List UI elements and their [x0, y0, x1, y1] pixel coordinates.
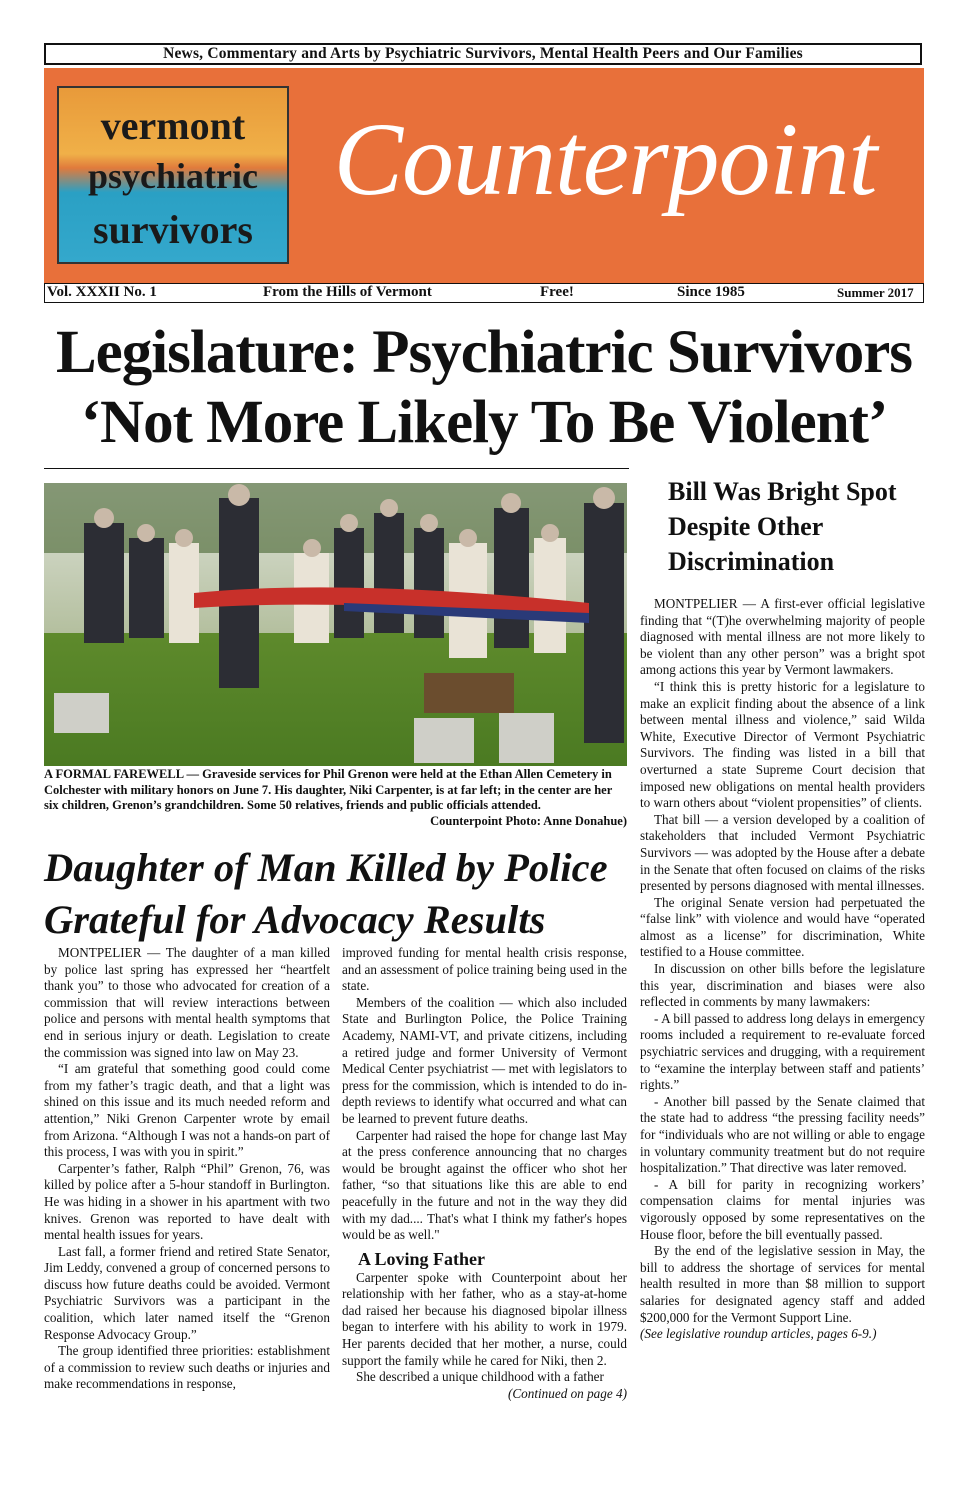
logo-line-vermont: vermont — [100, 103, 246, 148]
main-headline — [44, 318, 924, 458]
paragraph: MONTPELIER — The daughter of a man killed by police last spring has expressed her “heartfelt thank you” to those who advocated for creation of a commission that will review interactions between police and persons with mental health symptoms that end in serious injury or death. Legislation to create the commission was signed into law on May 23. — [44, 945, 330, 1060]
paragraph: Carpenter had raised the hope for change last May at the press conference announcing that no charges would be brought against the officer who shot her father, “so that situations like this are able to end peacefully in the future and not in the way they did with my dad.... That's what I think my father's hopes would be as well." — [342, 1127, 627, 1243]
paragraph: “I am grateful that something good could come from my father’s tragic death, and that a light was shined on this issue and its much needed reform and attention,” Niki Grenon Carpenter wrote by email from Arizona. “Although I was not a hands-on part of this process, I was with you in spirit.” — [44, 1061, 330, 1160]
graveside-photo[interactable] — [44, 483, 627, 766]
paragraph: By the end of the legislative session in May, the bill to address the shortage of services for mental health resulted in more than $8 million to support salaries for designated agency staff and added $200,000 for the Vermont Support Line. — [640, 1243, 925, 1325]
paragraph: “I think this is pretty historic for a legislature to make an explicit finding about the absence of a link between mental illness and violence,” said Wilda White, Executive Director of Vermont Psychiatric Survivors. The finding was listed in a bill that overturned a state Supreme Court decision that imposed new obligations on mental health providers to warn others about “violent propensities” of clients. — [640, 678, 925, 811]
issue-info-bar — [44, 283, 924, 303]
logo-line-survivors: survivors — [93, 207, 253, 252]
paragraph: - Another bill passed by the Senate claimed that the state had to address “the pressing facility needs” for “individuals who are not willing or able to engage in voluntary community treatment but do not require hospitalization.” That directive was later removed. — [640, 1093, 925, 1176]
price: Free! — [540, 284, 574, 300]
graveside-photo-image — [44, 483, 627, 766]
divider — [44, 468, 629, 469]
logo-line-psychiatric: psychiatric — [88, 156, 258, 196]
subhead-loving-father: A Loving Father — [358, 1248, 486, 1269]
tagline: News, Commentary and Arts by Psychiatric Survivors, Mental Health Peers and Our Families — [44, 43, 922, 65]
story1-column2 — [342, 945, 627, 1402]
photo-credit: Counterpoint Photo: Anne Donahue) — [430, 813, 627, 828]
paragraph: MONTPELIER — A first-ever official legislative finding that “(T)he overwhelming majority of people diagnosed with mental illness are not more likely to be violent than any other person” was a bright spot among actions this year by Vermont lawmakers. — [640, 596, 925, 678]
story1-headline-line2: Grateful for Advocacy Results — [44, 897, 546, 942]
issue-date: Summer 2017 — [837, 285, 914, 300]
story2-column — [640, 596, 925, 1343]
since-year: Since 1985 — [677, 284, 745, 300]
location-line: From the Hills of Vermont — [263, 284, 432, 300]
story1-headline-line1: Daughter of Man Killed by Police — [44, 845, 608, 890]
paragraph: In discussion on other bills before the legislature this year, discrimination and biases were also reflected in comments by many lawmakers: — [640, 961, 925, 1010]
story1-column1 — [44, 945, 330, 1393]
paragraph: Carpenter spoke with Counterpoint about her relationship with her father, who as a stay-at-home dad raised her because his diagnosed bipolar illness began to interfere with his ability to work in 1979. Her parents decided that her mother, a nurse, could support the family while he cared for Niki, then 2. — [342, 1269, 627, 1368]
photo-caption — [44, 767, 627, 829]
paragraph: - A bill for parity in recognizing workers’ compensation claims for mental injuries was vigorously opposed by some representatives on the House floor, before the bill eventually passed. — [640, 1176, 925, 1242]
paragraph: improved funding for mental health crisis response, and an assessment of police training being used in the state. — [342, 945, 627, 994]
volume-number: Vol. XXXII No. 1 — [47, 284, 157, 300]
continued-link[interactable]: (Continued on page 4) — [507, 1385, 627, 1401]
paragraph: That bill — a version developed by a coalition of stakeholders that included Vermont Psychiatric Survivors — was adopted by the House after a debate in the Senate that often focused on claims of the risks presented by persons diagnosed with mental illnesses. — [640, 811, 925, 894]
main-headline-line2: ‘Not More Likely To Be Violent’ — [80, 389, 888, 456]
paragraph: Carpenter’s father, Ralph “Phil” Grenon, 76, was killed by police after a 5-hour standoff in Burlington. He was hiding in a shower in his apartment with two knives. Grenon was reported to have dealt with mental health issues for years. — [44, 1160, 330, 1243]
story2-headline: Bill Was Bright Spot Despite Other Discrimination — [668, 477, 897, 576]
photo-caption-text: A FORMAL FAREWELL — Graveside services for Phil Grenon were held at the Ethan Allen Cemetery in Colchester with military honors on June 7. His daughter, Niki Carpenter, is at far left; in the center are her six children, Grenon’s grandchildren. Some 50 relatives, friends and public officials attended. — [44, 767, 613, 812]
main-headline-line1: Legislature: Psychiatric Survivors — [55, 319, 913, 386]
see-also-link[interactable]: (See legislative roundup articles, pages 6-9.) — [640, 1326, 877, 1342]
paragraph: Last fall, a former friend and retired State Senator, Jim Leddy, convened a group of concerned persons to discuss how future deaths could be avoided. Vermont Psychiatric Survivors was a participant in the coalition, which later named itself the “Grenon Response Advocacy Group.” — [44, 1243, 330, 1342]
vps-logo[interactable] — [57, 86, 289, 264]
paragraph: She described a unique childhood with a father — [356, 1369, 604, 1385]
paragraph: - A bill passed to address long delays in emergency rooms included a requirement to re-evaluate forced psychiatric services and drugging, with a requirement to “examine the interplay between staff and patients’ rights.” — [640, 1010, 925, 1093]
paragraph: The original Senate version had perpetuated the “false link” with violence and would have “operated almost as a license” for discrimination, White testified to a House committee. — [640, 894, 925, 960]
paragraph: The group identified three priorities: establishment of a commission to review such deaths or injuries and make recommendations in response, — [44, 1343, 330, 1392]
paragraph: Members of the coalition — which also included State and Burlington Police, the Police Training Academy, NAMI-VT, and private citizens, including a retired judge and former University of Vermont Medical Center psychiatrist — met with legislators to press for the commission, which is intended to do in-depth reviews to identify what occurred and what can be learned to prevent future deaths. — [342, 994, 627, 1126]
masthead-title: Counterpoint — [333, 102, 877, 217]
story1-headline — [44, 842, 629, 946]
